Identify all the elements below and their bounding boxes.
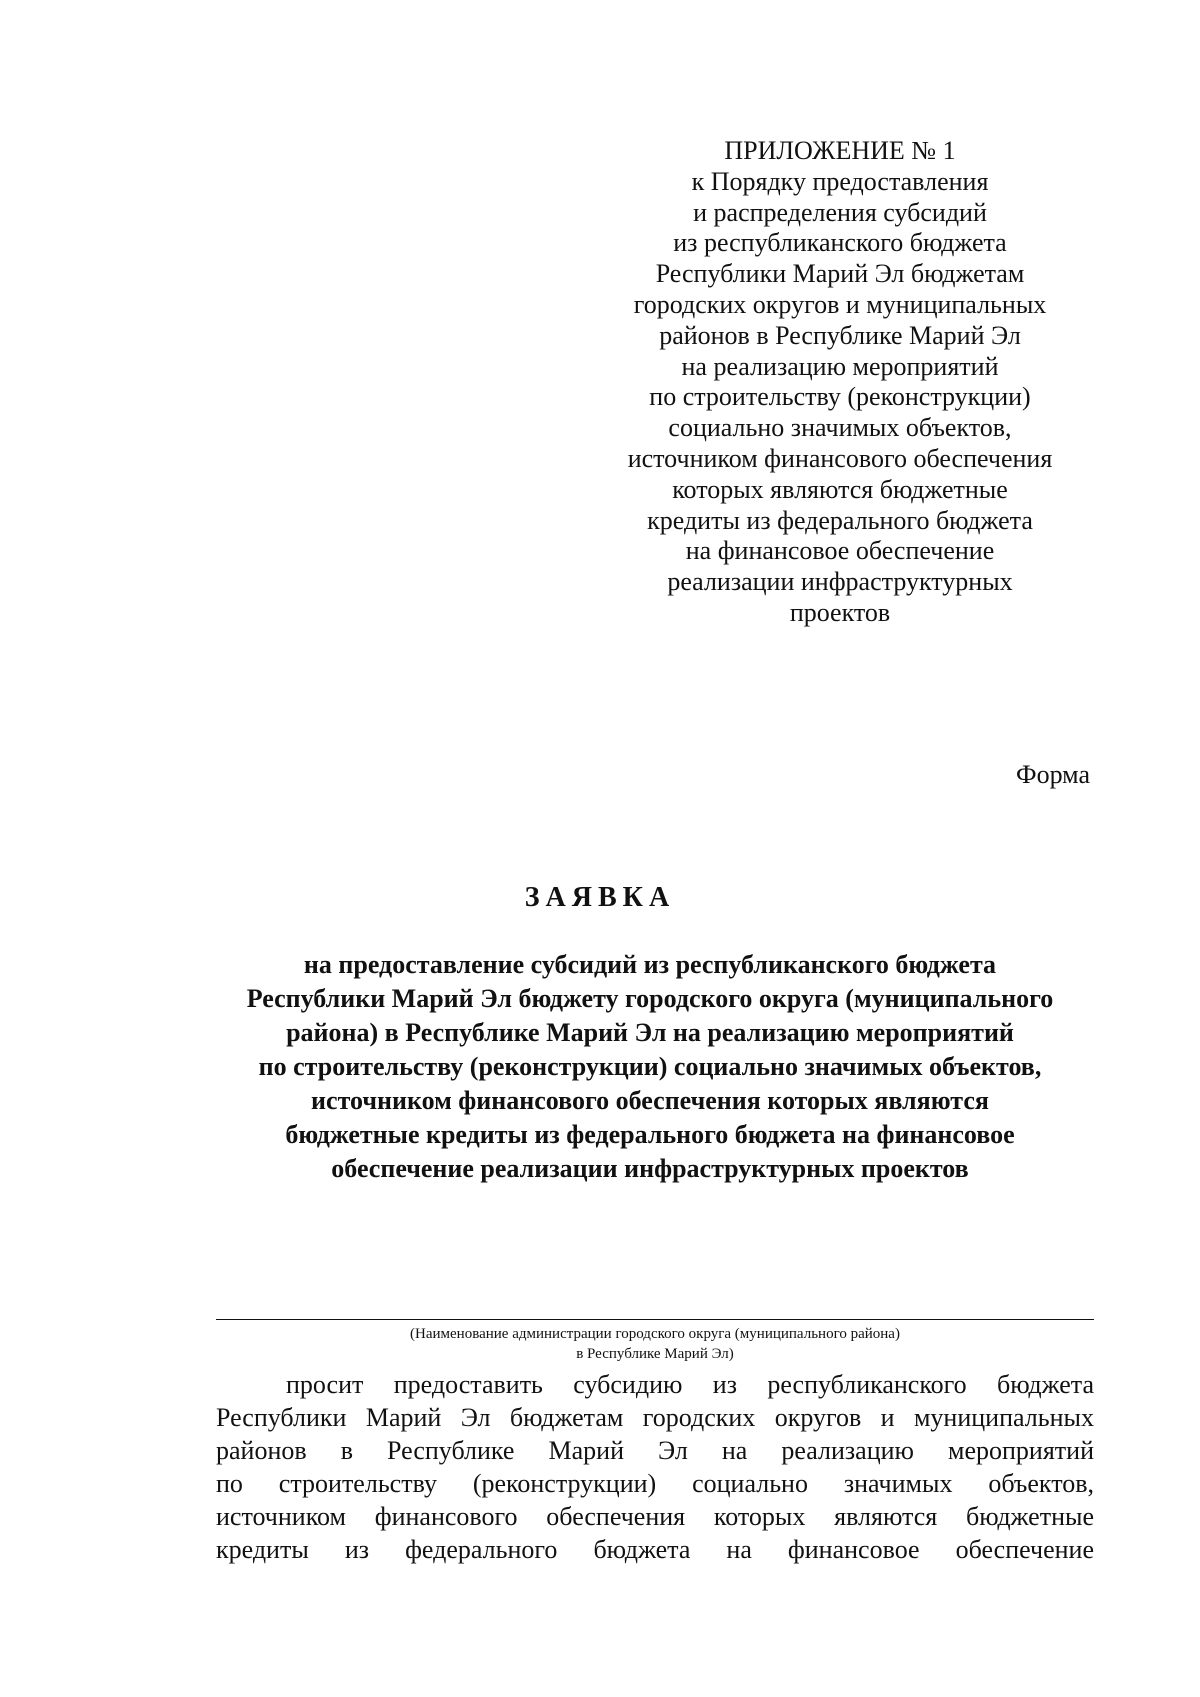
appendix-line: Республики Марий Эл бюджетам [655,259,1025,289]
appendix-line: источником финансового обеспечения [627,443,1053,473]
appendix-line: кредиты из федерального бюджета [647,505,1033,535]
body-paragraph [216,1368,1094,1566]
subtitle-line: по строительству (реконструкции) социально значимых объектов, [258,1052,1042,1081]
fill-in-line [216,1319,1094,1320]
appendix-line: на финансовое обеспечение [685,536,995,566]
appendix-line: из республиканского бюджета [673,228,1007,258]
subtitle-line: Республики Марий Эл бюджету городского округа (муниципального [246,984,1054,1013]
subtitle-line: источником финансового обеспечения которых являются [311,1086,989,1115]
body-line: районов в Республике Марий Эл на реализацию мероприятий [216,1436,1094,1465]
form-label: Форма [1016,760,1090,789]
document-subtitle [160,948,1140,1186]
appendix-line: районов в Республике Марий Эл [659,320,1021,350]
subtitle-line: на предоставление субсидий из республиканского бюджета [303,950,997,979]
caption-line: (Наименование администрации городского округа (муниципального района) [410,1326,900,1342]
appendix-line: городских округов и муниципальных [633,289,1047,319]
caption-line: в Республике Марий Эл) [576,1346,734,1362]
body-line: по строительству (реконструкции) социально значимых объектов, [216,1469,1094,1498]
appendix-line: которых являются бюджетные [672,474,1008,504]
appendix-line: к Порядку предоставления [691,166,989,196]
appendix-line: проектов [789,597,891,627]
subtitle-line: района) в Республике Марий Эл на реализацию мероприятий [286,1018,1014,1047]
appendix-line: и распределения субсидий [693,197,987,227]
appendix-line: ПРИЛОЖЕНИЕ № 1 [724,136,956,165]
subtitle-line: обеспечение реализации инфраструктурных проектов [331,1154,969,1183]
subtitle-line: бюджетные кредиты из федерального бюджета на финансовое [285,1120,1015,1149]
appendix-line: социально значимых объектов, [668,413,1012,443]
body-line: источником финансового обеспечения которых являются бюджетные [216,1502,1094,1531]
body-line: просит предоставить субсидию из республиканского бюджета [286,1370,1094,1399]
appendix-line: реализации инфраструктурных [667,567,1013,597]
fill-in-caption [216,1324,1094,1364]
appendix-header [600,136,1080,629]
document-title: ЗАЯВКА [524,882,676,913]
appendix-line: по строительству (реконструкции) [649,382,1031,412]
body-line: Республики Марий Эл бюджетам городских округов и муниципальных [216,1403,1094,1432]
body-line: кредиты из федерального бюджета на финансовое обеспечение [216,1535,1094,1564]
appendix-line: на реализацию мероприятий [681,351,999,381]
